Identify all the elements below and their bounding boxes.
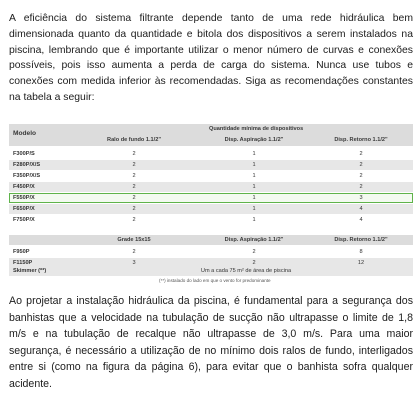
value-cell: 2 xyxy=(252,249,256,255)
model-cell: F750P/X xyxy=(13,217,35,223)
model-cell: F950P xyxy=(13,249,30,255)
table-row xyxy=(9,171,413,181)
table-row xyxy=(9,149,413,159)
value-cell: 2 xyxy=(359,162,363,168)
value-cell: 2 xyxy=(132,173,136,179)
model-cell: F1150P xyxy=(13,260,33,266)
value-cell: 1 xyxy=(252,195,256,201)
model-cell: F300P/S xyxy=(13,151,35,157)
model-cell: F450P/X xyxy=(13,184,35,190)
value-cell: 2 xyxy=(132,184,136,190)
value-cell: 2 xyxy=(132,217,136,223)
model-header: Modelo xyxy=(13,130,37,137)
value-cell: 2 xyxy=(132,162,136,168)
value-cell: 2 xyxy=(132,151,136,157)
value-cell: 3 xyxy=(359,195,363,201)
value-cell: 3 xyxy=(132,260,136,266)
col-header-ralo: Ralo de fundo 1.1/2" xyxy=(107,137,161,143)
skimmer-row xyxy=(9,266,413,276)
value-cell: 2 xyxy=(132,249,136,255)
model-cell: F650P/X xyxy=(13,206,35,212)
model-cell: F550P/X xyxy=(13,195,35,201)
skimmer-label: Skimmer (**) xyxy=(13,268,47,274)
intro-paragraph: A eficiência do sistema filtrante depende tanto de uma rede hidráulica bem dimensionada quanto da quantidade e bitola dos dispositivos a serem instalados na piscina, lembrando que é importante utilizar o menor número de curvas e conexões possíveis, pois isso aumenta a perda de carga do sistema. Nunca use tubos e conexões com medida inferior às recomendadas. Siga as recomendações constantes na tabela a seguir: xyxy=(9,13,413,103)
value-cell: 1 xyxy=(252,151,256,157)
col2-header-aspiracao: Disp. Aspiração 1.1/2" xyxy=(224,237,284,243)
col2-header-grade: Grade 15x15 xyxy=(117,237,151,243)
model-cell: F280P/X/S xyxy=(13,162,41,168)
table-row xyxy=(9,160,413,170)
value-cell: 4 xyxy=(359,206,363,212)
value-cell: 8 xyxy=(359,249,363,255)
col-header-retorno: Disp. Retorno 1.1/2" xyxy=(334,137,388,143)
value-cell: 1 xyxy=(252,173,256,179)
value-cell: 1 xyxy=(252,162,256,168)
table-row xyxy=(9,182,413,192)
col-header-aspiracao: Disp. Aspiração 1.1/2" xyxy=(224,137,284,143)
value-cell: 2 xyxy=(359,173,363,179)
model-cell: F350P/X/S xyxy=(13,173,41,179)
value-cell: 2 xyxy=(359,184,363,190)
group-header: Quantidade mínima de dispositivos xyxy=(209,126,304,132)
value-cell: 2 xyxy=(359,151,363,157)
table-row xyxy=(9,204,413,214)
table-row xyxy=(9,247,413,257)
value-cell: 4 xyxy=(359,217,363,223)
value-cell: 2 xyxy=(252,260,256,266)
value-cell: 2 xyxy=(132,206,136,212)
value-cell: 12 xyxy=(357,260,365,266)
skimmer-text: Um a cada 75 m² de área de piscina xyxy=(200,268,292,274)
safety-paragraph: Ao projetar a instalação hidráulica da piscina, é fundamental para a segurança dos banhistas que a velocidade na tubulação de sucção não ultrapasse o limite de 1,8 m/s e na tubulação de recalque não ultrapasse de 3,0 m/s. Para uma maior segurança, é necessário a utilização de no mínimo dois ralos de fundo, interligados entre si (como na figura da página 6), para evitar que o banhista sofra qualquer acidente. xyxy=(9,295,413,390)
table-row xyxy=(9,215,413,225)
value-cell: 1 xyxy=(252,206,256,212)
devices-table xyxy=(9,118,413,283)
value-cell: 2 xyxy=(132,195,136,201)
table-footnote: (**) instalado do lado em que o vento for predominante xyxy=(159,278,271,283)
col2-header-retorno: Disp. Retorno 1.1/2" xyxy=(334,237,388,243)
value-cell: 1 xyxy=(252,184,256,190)
table-row xyxy=(9,193,413,203)
value-cell: 1 xyxy=(252,217,256,223)
